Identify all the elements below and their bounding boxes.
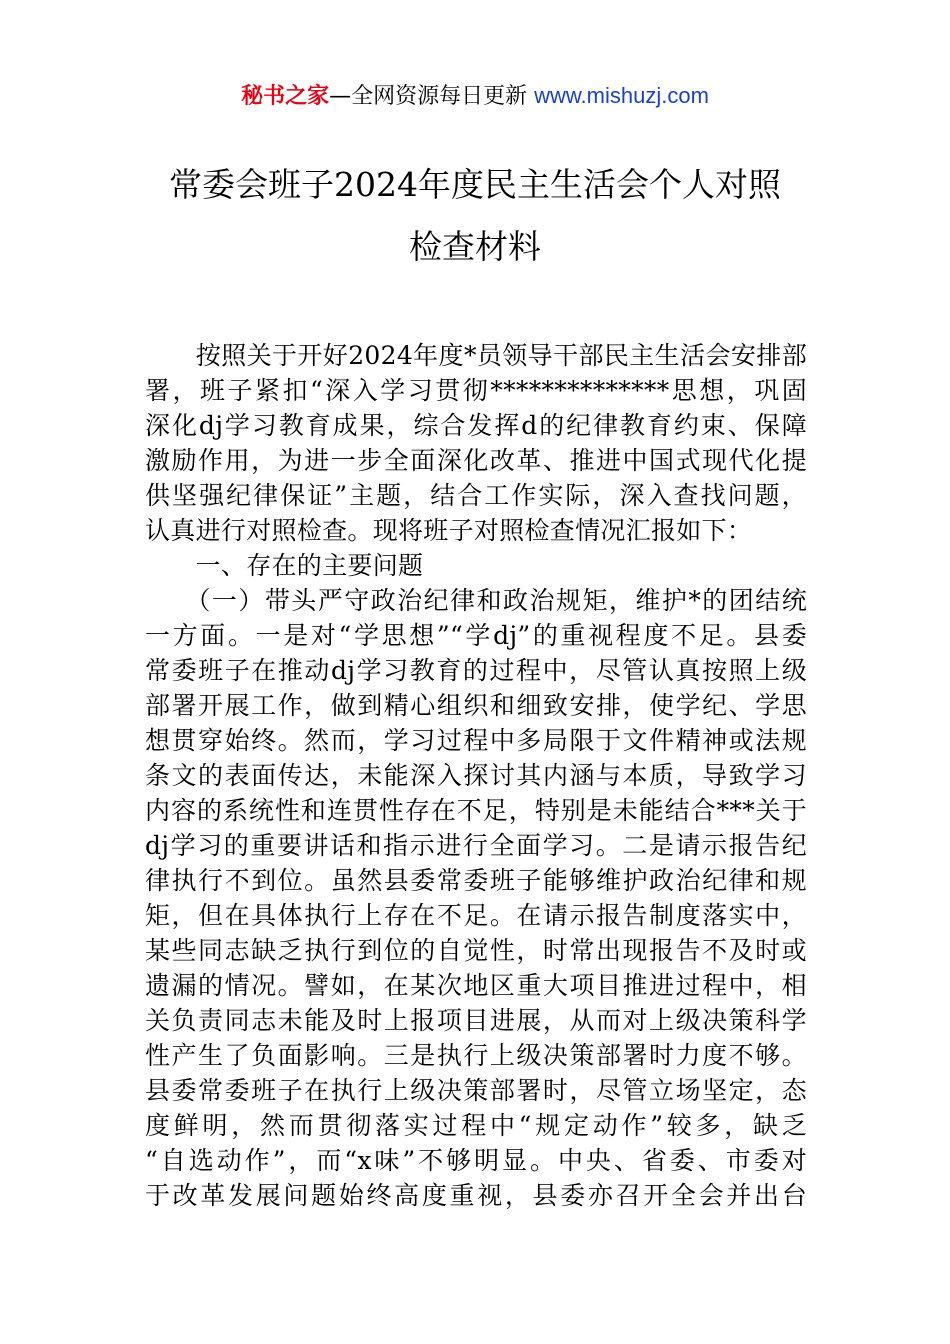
body-line: 认真进行对照检查。现将班子对照检查情况汇报如下： [145,516,753,545]
body-line: 深化dj学习教育成果，综合发挥d的纪律教育约束、保障 [145,411,807,440]
body-line: 性产生了负面影响。三是执行上级决策部署时力度不够。 [145,1041,807,1070]
body-line: 度鲜明，然而贯彻落实过程中“规定动作”较多，缺乏 [145,1111,807,1140]
section-heading: 一、存在的主要问题 [145,551,424,580]
title-line: 常委会班子2024年度民主生活会个人对照 [169,165,781,204]
body-line: 条文的表面传达，未能深入探讨其内涵与本质，导致学习 [145,761,807,790]
body-line: 遗漏的情况。譬如，在某次地区重大项目推进过程中，相 [145,971,807,1000]
body-line: 内容的系统性和连贯性存在不足，特别是未能结合***关于 [145,796,807,825]
site-url-link[interactable]: www.mishuzj.com [534,83,709,108]
body-line: 部署开展工作，做到精心组织和细致安排，使学纪、学思 [145,691,807,720]
body-line: 供坚强纪律保证”主题，结合工作实际，深入查找问题， [145,481,807,510]
body-line: 激励作用，为进一步全面深化改革、推进中国式现代化提 [145,446,807,475]
body-line: 常委班子在推动dj学习教育的过程中，尽管认真按照上级 [145,656,807,685]
site-brand: 秘书之家 [241,84,330,109]
body-line: dj学习的重要讲话和指示进行全面学习。二是请示报告纪 [145,831,807,860]
body-line: （一）带头严守政治纪律和政治规矩，维护*的团结统 [145,586,807,615]
body-line: “自选动作”，而“x味”不够明显。中央、省委、市委对 [145,1146,807,1175]
title-line: 检查材料 [409,227,541,266]
site-tagline: —全网资源每日更新 [329,84,528,109]
document-title [100,154,850,278]
body-line: 署，班子紧扣“深入学习贯彻**************思想，巩固 [145,376,807,405]
body-line: 矩，但在具体执行上存在不足。在请示报告制度落实中， [145,901,807,930]
body-line: 按照关于开好2024年度*员领导干部民主生活会安排部 [145,341,807,370]
body-line: 一方面。一是对“学思想”“学dj”的重视程度不足。县委 [145,621,807,650]
body-line: 律执行不到位。虽然县委常委班子能够维护政治纪律和规 [145,866,807,895]
body-line: 某些同志缺乏执行到位的自觉性，时常出现报告不及时或 [145,936,807,965]
body-line: 县委常委班子在执行上级决策部署时，尽管立场坚定，态 [145,1076,807,1105]
document-body [145,338,807,1213]
body-line: 关负责同志未能及时上报项目进展，从而对上级决策科学 [145,1006,807,1035]
body-line: 于改革发展问题始终高度重视，县委亦召开全会并出台 [145,1181,807,1210]
body-line: 想贯穿始终。然而，学习过程中多局限于文件精神或法规 [145,726,807,755]
site-header [0,80,950,113]
